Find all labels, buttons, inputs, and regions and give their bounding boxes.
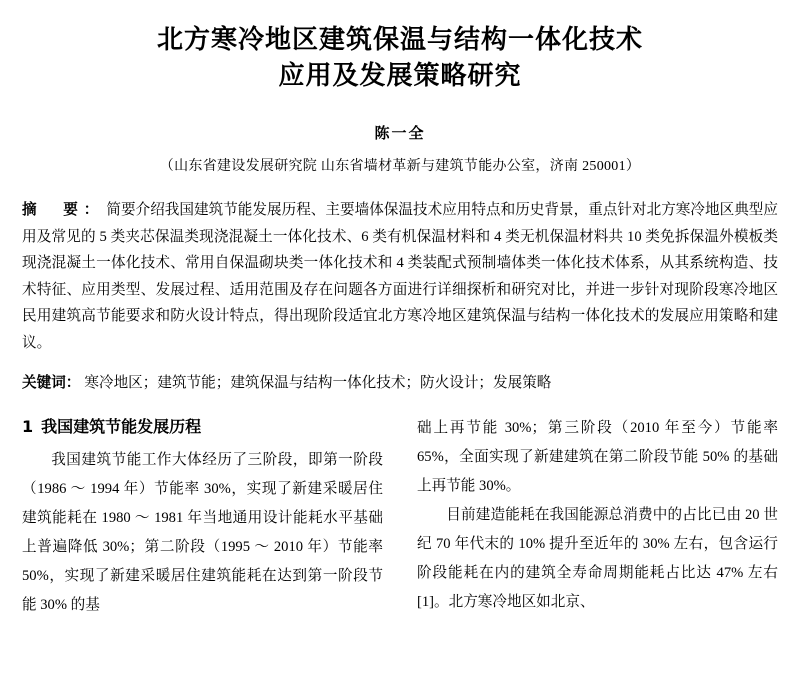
keywords-label: 关键词： [22,374,81,391]
right-column [417,414,778,620]
paragraph: 我国建筑节能工作大体经历了三阶段，即第一阶段（1986 ～ 1994 年）节能率 30%，实现了新建采暖居住建筑能耗在 1980 ～ 1981 年当地通用设计能耗水平基础上普遍降低 30%；第二阶段（1995 ～ 2010 年）节能率 50%，实现了新建采暖居住建筑能耗在达到第一阶段节能 30% 的基 [22,452,383,613]
title-line-1: 北方寒冷地区建筑保温与结构一体化技术 [156,25,643,55]
section-number: 1 [22,417,34,436]
abstract-section [22,197,778,356]
abstract-label: 摘 要： [22,201,105,218]
section-title: 我国建筑节能发展历程 [41,417,202,436]
left-column [22,414,383,620]
section-heading [22,414,383,440]
keywords-section [22,370,778,396]
paragraph: 目前建造能耗在我国能源总消费中的占比已由 20 世纪 70 年代末的 10% 提升至近年的 30% 左右，包含运行阶段能耗在内的建筑全寿命周期能耗占比达 47% 左右 [1]。北方寒冷地区如北京、 [417,507,778,610]
body-columns [22,414,778,620]
title-line-2: 应用及发展策略研究 [278,61,522,91]
paragraph-continuation: 础上再节能 30%；第三阶段（2010 年至今）节能率 65%，全面实现了新建建筑在第二阶段节能 50% 的基础上再节能 30%。 [417,420,778,494]
paper-title [22,22,778,94]
author-name: 陈一全 [374,124,426,142]
keywords-text: 寒冷地区；建筑节能；建筑保温与结构一体化技术；防火设计；发展策略 [84,375,552,391]
abstract-text: 简要介绍我国建筑节能发展历程、主要墙体保温技术应用特点和历史背景，重点针对北方寒冷地区典型应用及常见的 5 类夹芯保温类现浇混凝土一体化技术、6 类有机保温材料和 4 类无机保温材料共 10 类免拆保温外模板类现浇混凝土一体化技术、常用自保温砌块类一体化技术和 4 类装配式预制墙体类一体化技术体系，从其系统构造、技术特征、应用类型、发展过程、适用范围及存在问题各方面进行详细探析和研究对比，并进一步针对现阶段寒冷地区民用建筑高节能要求和防火设计特点，得出现阶段适宜北方寒冷地区建筑保温与结构一体化技术的发展应用策略和建议。 [22,202,778,351]
author-affiliation: （山东省建设发展研究院 山东省墙材革新与建筑节能办公室，济南 250001） [159,159,641,174]
